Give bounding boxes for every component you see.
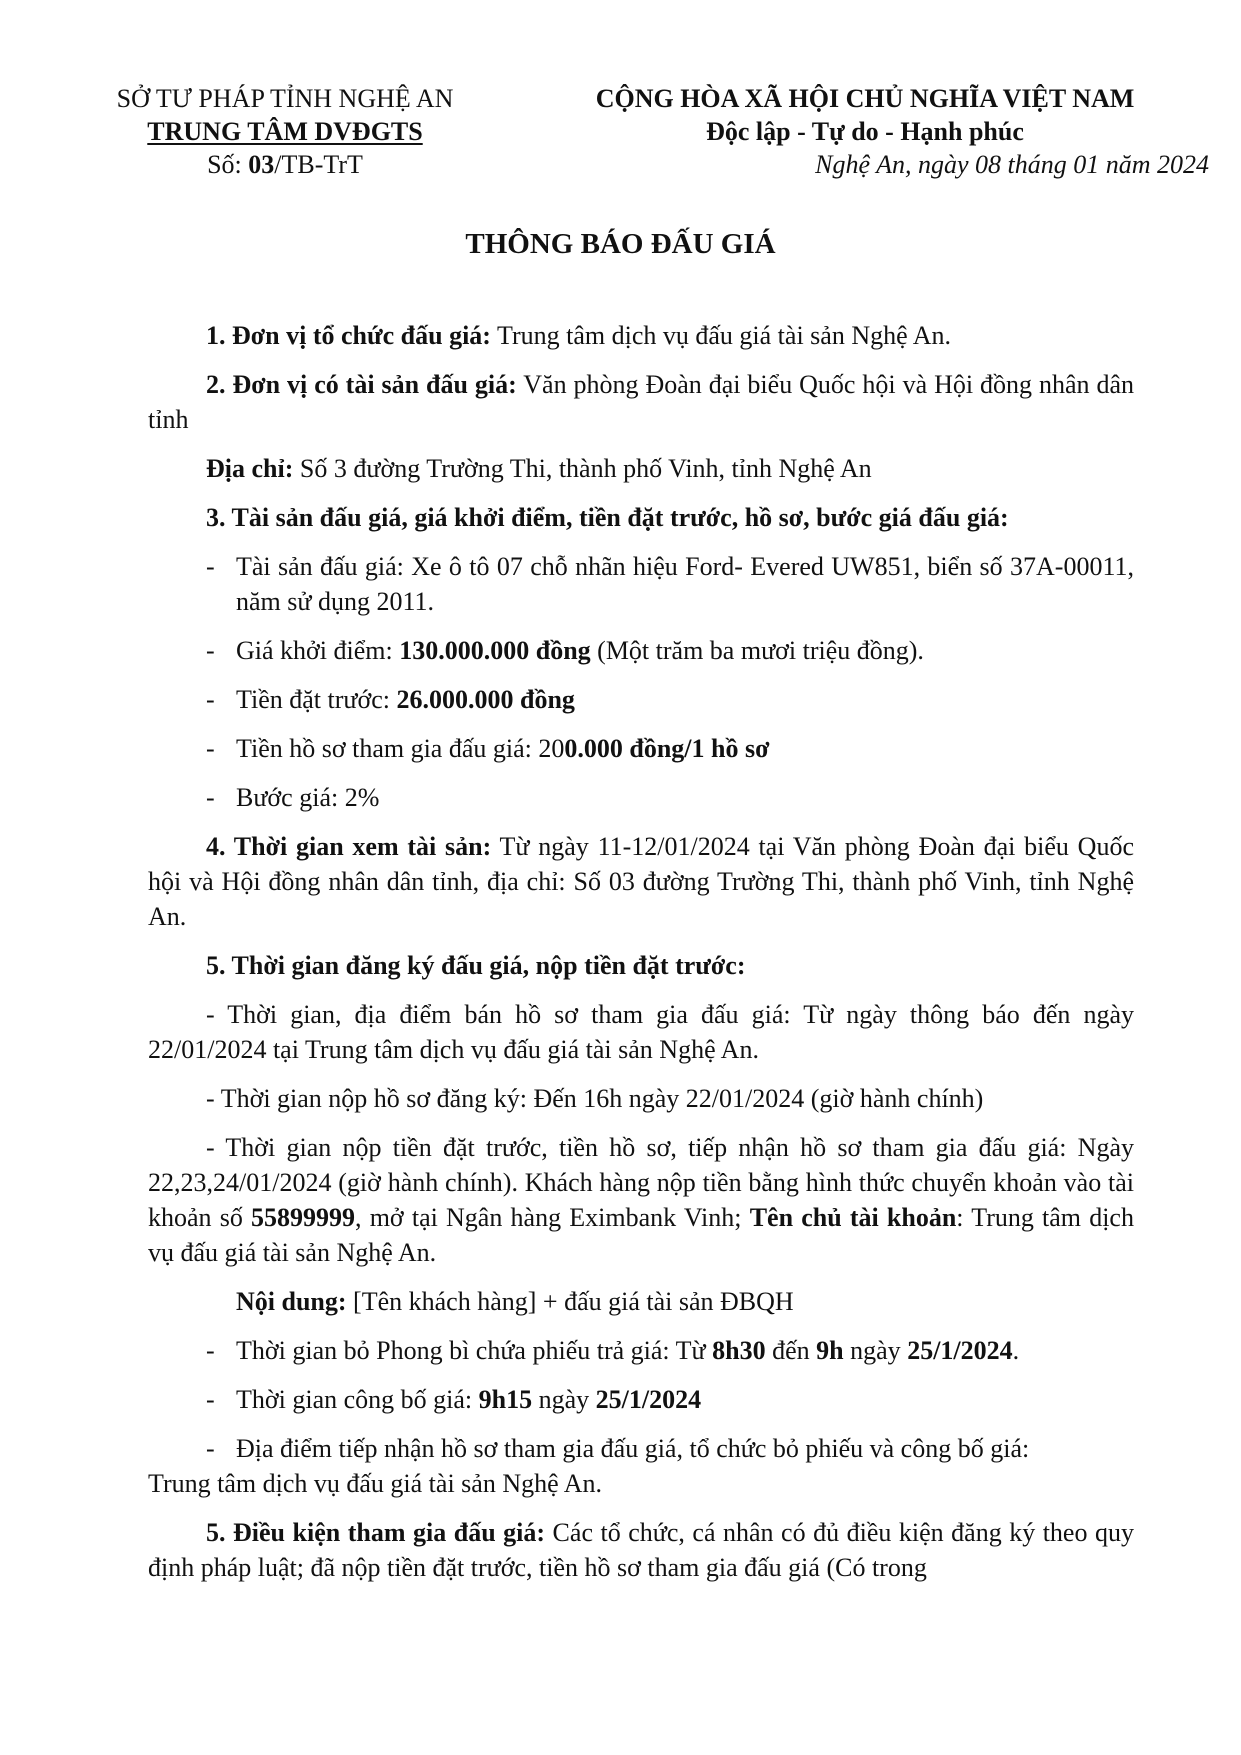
list-item-step <box>148 780 1134 815</box>
list-item-ballot <box>148 1333 1134 1368</box>
place-text-b: Trung tâm dịch vụ đấu giá tài sản Nghệ An. <box>148 1469 602 1498</box>
header-left <box>90 82 480 181</box>
agency-name: SỞ TƯ PHÁP TỈNH NGHỆ AN <box>116 84 454 113</box>
payment-content <box>148 1284 1134 1319</box>
asset-text: Tài sản đấu giá: Xe ô tô 07 chỗ nhãn hiệu Ford- Evered UW851, biển số 37A-00011, năm sử dụng 2011. <box>236 552 1134 616</box>
section-registration-heading: 5. Thời gian đăng ký đấu giá, nộp tiền đặt trước: <box>206 951 746 980</box>
dash-marker: - <box>206 685 215 714</box>
fee-text <box>236 731 1134 766</box>
payment-text-a: - Thời gian nộp tiền đặt trước, tiền hồ sơ, tiếp nhận hồ sơ tham gia đấu giá: Ngày 22,23,24/01/2024 (giờ hành chính). Khách hàng nộp tiền bằng hình thức chuyển khoản vào tài khoản số <box>148 1133 1134 1232</box>
ballot-text-c: ngày <box>843 1336 908 1365</box>
section-text: Văn phòng Đoàn đại biểu Quốc hội và Hội đồng nhân dân tỉnh <box>148 370 1134 434</box>
payment-text-c: : Trung tâm dịch vụ đấu giá tài sản Nghệ An. <box>148 1203 1134 1267</box>
deposit-value: 26.000.000 đồng <box>396 685 575 714</box>
account-owner-label: Tên chủ tài khoản <box>749 1203 957 1232</box>
dash-marker: - <box>206 1434 215 1463</box>
document-number <box>90 148 480 181</box>
ballot-date: 25/1/2024 <box>907 1336 1013 1365</box>
content-label: Nội dung: <box>236 1287 347 1316</box>
motto: Độc lập - Tự do - Hạnh phúc <box>706 117 1024 146</box>
start-price-label: Giá khởi điểm: <box>236 636 400 665</box>
section-label: 2. Đơn vị có tài sản đấu giá: <box>206 370 517 399</box>
payment-text-b: , mở tại Ngân hàng Eximbank Vinh; <box>355 1203 750 1232</box>
list-item-asset <box>148 549 1134 619</box>
list-item-start-price <box>148 633 1134 668</box>
address-text: Số 3 đường Trường Thi, thành phố Vinh, tỉnh Nghệ An <box>293 454 872 483</box>
address-line <box>148 451 1134 486</box>
account-number: 55899999 <box>251 1203 356 1232</box>
number-suffix: /TB-TrT <box>274 150 363 179</box>
dash-marker: - <box>206 783 215 812</box>
ballot-text-a: Thời gian bỏ Phong bì chứa phiếu trả giá: Từ <box>236 1336 713 1365</box>
issue-date: Nghệ An, ngày 08 tháng 01 năm 2024 <box>815 150 1209 179</box>
announce-date: 25/1/2024 <box>595 1385 702 1414</box>
number-value: 03 <box>248 150 275 179</box>
list-item-announce <box>148 1382 1134 1417</box>
registration-sell: - Thời gian, địa điểm bán hồ sơ tham gia đấu giá: Từ ngày thông báo đến ngày 22/01/2024 tại Trung tâm dịch vụ đấu giá tài sản Nghệ An. <box>148 1000 1134 1064</box>
section-label: 1. Đơn vị tổ chức đấu giá: <box>206 321 491 350</box>
dash-marker: - <box>206 636 215 665</box>
fee-label: Tiền hồ sơ tham gia đấu giá: 20 <box>236 734 565 763</box>
section-organizer <box>148 318 1134 353</box>
list-item-deposit <box>148 682 1134 717</box>
section-conditions <box>148 1515 1134 1585</box>
place-text-a: Địa điểm tiếp nhận hồ sơ tham gia đấu giá, tổ chức bỏ phiếu và công bố giá: <box>236 1434 1030 1463</box>
center-name: TRUNG TÂM DVĐGTS <box>147 117 423 146</box>
document-title: THÔNG BÁO ĐẤU GIÁ <box>465 228 776 260</box>
start-price-value: 130.000.000 đồng <box>399 636 591 665</box>
announce-time: 9h15 <box>478 1385 533 1414</box>
registration-submit: - Thời gian nộp hồ sơ đăng ký: Đến 16h ngày 22/01/2024 (giờ hành chính) <box>206 1084 984 1113</box>
address-label: Địa chỉ: <box>206 454 294 483</box>
ballot-text <box>236 1333 1134 1368</box>
header-right <box>515 82 1215 181</box>
announce-text-a: Thời gian công bố giá: <box>236 1385 479 1414</box>
section-asset-heading: 3. Tài sản đấu giá, giá khởi điểm, tiền đặt trước, hồ sơ, bước giá đấu giá: <box>206 503 1009 532</box>
section-text: Trung tâm dịch vụ đấu giá tài sản Nghệ An. <box>490 321 951 350</box>
deposit-text <box>236 682 1134 717</box>
ballot-time-start: 8h30 <box>712 1336 766 1365</box>
section-asset-owner <box>148 367 1134 437</box>
list-item-fee <box>148 731 1134 766</box>
announce-text <box>236 1382 1134 1417</box>
ballot-text-e: . <box>1012 1336 1020 1365</box>
deposit-label: Tiền đặt trước: <box>236 685 397 714</box>
section-viewing <box>148 829 1134 934</box>
content-text: [Tên khách hàng] + đấu giá tài sản ĐBQH <box>346 1287 794 1316</box>
section-text: Từ ngày 11-12/01/2024 tại Văn phòng Đoàn đại biểu Quốc hội và Hội đồng nhân dân tỉnh, địa chỉ: Số 03 đường Trường Thi, thành phố Vinh, tỉnh Nghệ An. <box>148 832 1135 931</box>
step-text: Bước giá: 2% <box>236 783 380 812</box>
dash-marker: - <box>206 1385 215 1414</box>
list-item-place <box>148 1431 1134 1466</box>
dash-marker: - <box>206 734 215 763</box>
ballot-time-end: 9h <box>816 1336 844 1365</box>
nation-name: CỘNG HÒA XÃ HỘI CHỦ NGHĨA VIỆT NAM <box>595 84 1135 113</box>
dash-marker: - <box>206 552 215 581</box>
section-label: 4. Thời gian xem tài sản: <box>206 832 492 861</box>
document-body <box>148 318 1134 1599</box>
registration-payment <box>148 1130 1134 1270</box>
start-price-words: (Một trăm ba mươi triệu đồng). <box>590 636 924 665</box>
number-prefix: Số: <box>207 150 249 179</box>
section-label: 5. Điều kiện tham gia đấu giá: <box>206 1518 546 1547</box>
fee-value: 0.000 đồng/1 hồ sơ <box>564 734 770 763</box>
section-text: Các tổ chức, cá nhân có đủ điều kiện đăng ký theo quy định pháp luật; đã nộp tiền đặt trước, tiền hồ sơ tham gia đấu giá (Có trong <box>148 1518 1134 1582</box>
announce-text-b: ngày <box>532 1385 596 1414</box>
start-price-text <box>236 633 1134 668</box>
ballot-text-b: đến <box>765 1336 817 1365</box>
dash-marker: - <box>206 1336 215 1365</box>
